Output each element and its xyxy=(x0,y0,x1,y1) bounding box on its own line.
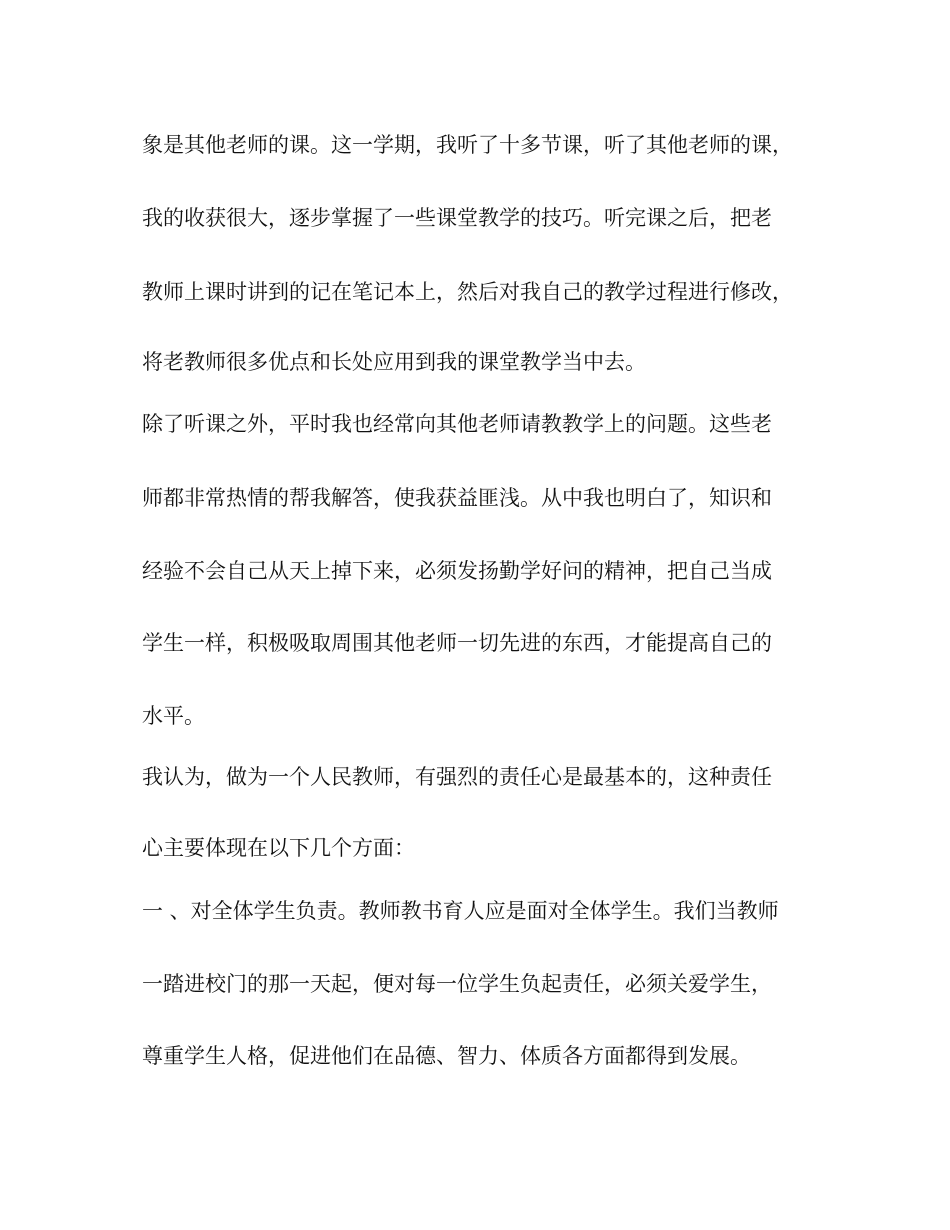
text-line: 将老教师很多优点和长处应用到我的课堂教学当中去。 xyxy=(142,350,646,374)
text-line: 除了听课之外，平时我也经常向其他老师请教教学上的问题。这些老 xyxy=(142,412,772,436)
text-line: 学生一样，积极吸取周围其他老师一切先进的东西，才能提高自己的 xyxy=(142,631,772,655)
text-line: 心主要体现在以下几个方面： xyxy=(142,836,415,860)
text-line: 经验不会自己从天上掉下来，必须发扬勤学好问的精神，把自己当成 xyxy=(142,559,772,583)
text-line: 一踏进校门的那一天起，便对每一位学生负起责任，必须关爱学生， xyxy=(142,972,772,996)
text-line: 师都非常热情的帮我解答，使我获益匪浅。从中我也明白了，知识和 xyxy=(142,486,772,510)
text-line: 我的收获很大，逐步掌握了一些课堂教学的技巧。听完课之后，把老 xyxy=(142,206,772,230)
text-line: 尊重学生人格，促进他们在品德、智力、体质各方面都得到发展。 xyxy=(142,1044,751,1068)
text-line: 一 、对全体学生负责。教师教书育人应是面对全体学生。我们当教师 xyxy=(142,899,779,923)
text-line: 象是其他老师的课。这一学期，我听了十多节课，听了其他老师的课， xyxy=(142,133,793,157)
text-line: 水平。 xyxy=(142,704,205,728)
text-line: 我认为，做为一个人民教师，有强烈的责任心是最基本的，这种责任 xyxy=(142,765,772,789)
text-line: 教师上课时讲到的记在笔记本上，然后对我自己的教学过程进行修改， xyxy=(142,280,793,304)
